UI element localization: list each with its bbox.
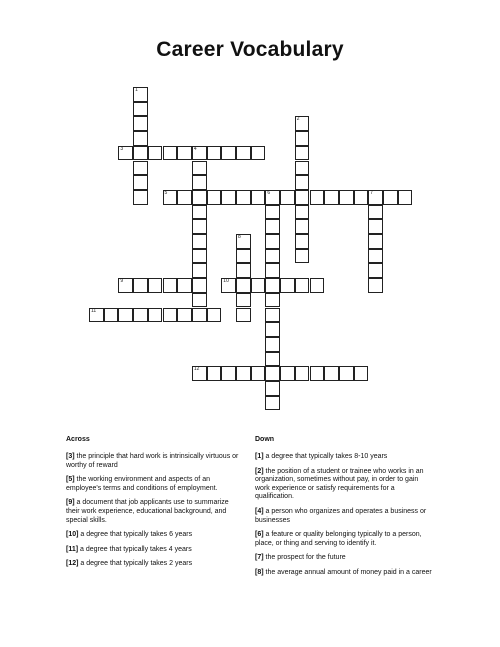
grid-cell[interactable] [265,249,280,264]
clue-text: the principle that hard work is intrinsically virtuous or worthy of reward [66,453,239,469]
grid-cell[interactable] [133,87,148,102]
grid-cell[interactable] [192,234,207,249]
grid-cell[interactable] [133,175,148,190]
grid-cell[interactable] [192,366,207,381]
grid-cell[interactable] [236,278,251,293]
grid-cell[interactable] [163,190,178,205]
grid-cell[interactable] [295,219,310,234]
across-heading: Across [66,436,90,443]
grid-cell[interactable] [207,308,222,323]
clue-number: [9] [66,499,75,507]
grid-cell[interactable] [280,190,295,205]
cell-number: 11 [91,307,97,314]
clue-text: a person who organizes and operates a business or businesses [255,507,427,524]
grid-cell[interactable] [265,381,280,396]
cell-number: 5 [164,189,168,196]
grid-cell[interactable] [295,146,310,161]
grid-cell[interactable] [133,116,148,131]
grid-cell[interactable] [192,146,207,161]
cell-number: 6 [267,189,271,196]
grid-cell[interactable] [265,322,280,337]
clue-number: [3] [66,453,75,460]
grid-cell[interactable] [265,278,280,293]
grid-cell[interactable] [221,190,236,205]
grid-cell[interactable] [89,308,104,323]
clue-text: the prospect for the future [265,554,346,562]
clue-across-10 [66,531,244,540]
grid-cell[interactable] [383,190,398,205]
grid-cell[interactable] [133,102,148,117]
grid-cell[interactable] [295,190,310,205]
grid-cell[interactable] [354,190,369,205]
clue-down-1 [255,453,433,462]
grid-cell[interactable] [295,205,310,220]
grid-cell[interactable] [368,205,383,220]
grid-cell[interactable] [192,293,207,308]
grid-cell[interactable] [368,263,383,278]
grid-cell[interactable] [236,308,251,323]
clue-text: a degree that typically takes 8-10 years [265,453,388,460]
grid-cell[interactable] [221,278,236,293]
grid-cell[interactable] [265,396,280,411]
grid-cell[interactable] [192,190,207,205]
grid-cell[interactable] [163,308,178,323]
grid-cell[interactable] [221,146,236,161]
clue-across-3 [66,453,244,470]
grid-cell[interactable] [163,278,178,293]
grid-cell[interactable] [133,146,148,161]
grid-cell[interactable] [133,131,148,146]
grid-cell[interactable] [310,278,325,293]
grid-cell[interactable] [368,278,383,293]
clue-down-2 [255,468,433,502]
grid-cell[interactable] [339,366,354,381]
grid-cell[interactable] [251,366,266,381]
grid-cell[interactable] [192,263,207,278]
grid-cell[interactable] [192,175,207,190]
grid-cell[interactable] [368,234,383,249]
grid-cell[interactable] [177,278,192,293]
clue-across-9 [66,499,244,525]
grid-cell[interactable] [163,146,178,161]
grid-cell[interactable] [295,131,310,146]
grid-cell[interactable] [310,190,325,205]
grid-cell[interactable] [118,308,133,323]
grid-cell[interactable] [339,190,354,205]
grid-cell[interactable] [251,278,266,293]
clue-down-6 [255,531,433,548]
grid-cell[interactable] [133,190,148,205]
down-clues [255,436,433,584]
grid-cell[interactable] [192,205,207,220]
clue-text: a degree that typically takes 6 years [80,531,193,539]
grid-cell[interactable] [265,337,280,352]
grid-cell[interactable] [148,308,163,323]
grid-cell[interactable] [310,366,325,381]
cell-number: 12 [193,366,200,373]
clue-text: the average annual amount of money paid in a career [265,568,432,576]
page-title: Career Vocabulary [156,38,344,61]
grid-cell[interactable] [236,190,251,205]
grid-cell[interactable] [295,366,310,381]
grid-cell[interactable] [177,190,192,205]
grid-cell[interactable] [280,278,295,293]
grid-cell[interactable] [192,219,207,234]
grid-cell[interactable] [251,190,266,205]
grid-cell[interactable] [295,116,310,131]
grid-cell[interactable] [265,190,280,205]
clue-number: [2] [255,467,264,475]
grid-cell[interactable] [295,175,310,190]
grid-cell[interactable] [265,308,280,323]
clue-text: a degree that typically takes 4 years [80,545,192,553]
grid-cell[interactable] [295,249,310,264]
grid-cell[interactable] [104,308,119,323]
grid-cell[interactable] [221,366,236,381]
grid-cell[interactable] [118,146,133,161]
grid-cell[interactable] [236,234,251,249]
grid-cell[interactable] [236,293,251,308]
grid-cell[interactable] [192,249,207,264]
grid-cell[interactable] [295,278,310,293]
cell-number: 4 [193,145,197,152]
grid-cell[interactable] [148,146,163,161]
grid-cell[interactable] [295,234,310,249]
clue-number: [4] [255,507,264,515]
grid-cell[interactable] [236,146,251,161]
cell-number: 7 [370,189,374,196]
grid-cell[interactable] [295,161,310,176]
grid-cell[interactable] [207,190,222,205]
cell-number: 1 [135,87,138,93]
grid-cell[interactable] [354,366,369,381]
grid-cell[interactable] [251,146,266,161]
grid-cell[interactable] [368,249,383,264]
grid-cell[interactable] [192,308,207,323]
grid-cell[interactable] [368,219,383,234]
clue-down-7 [255,554,433,563]
down-heading: Down [255,436,275,443]
grid-cell[interactable] [177,146,192,161]
grid-cell[interactable] [265,293,280,308]
grid-cell[interactable] [324,366,339,381]
clue-number: [10] [66,531,79,539]
grid-cell[interactable] [207,366,222,381]
grid-cell[interactable] [265,366,280,381]
across-clues [66,436,244,575]
cell-number: 2 [296,116,300,123]
grid-cell[interactable] [207,146,222,161]
grid-cell[interactable] [398,190,413,205]
grid-cell[interactable] [133,161,148,176]
grid-cell[interactable] [236,249,251,264]
clue-down-4 [255,508,433,525]
clue-across-11 [66,546,244,555]
clue-number: [6] [255,531,264,539]
clue-text: a feature or quality belonging typically to a person, place, or thing and serving to identify it. [255,531,422,547]
grid-cell[interactable] [265,352,280,367]
clue-number: [12] [66,560,79,568]
clue-number: [1] [255,453,264,460]
grid-cell[interactable] [265,219,280,234]
grid-cell[interactable] [236,366,251,381]
grid-cell[interactable] [265,234,280,249]
cell-number: 8 [238,234,241,240]
grid-cell[interactable] [133,308,148,323]
grid-cell[interactable] [368,190,383,205]
clue-number: [7] [255,554,264,562]
grid-cell[interactable] [236,263,251,278]
clue-number: [5] [66,476,75,484]
grid-cell[interactable] [148,278,163,293]
clue-number: [11] [66,545,79,553]
grid-cell[interactable] [177,308,192,323]
grid-cell[interactable] [265,263,280,278]
grid-cell[interactable] [265,205,280,220]
cell-number: 9 [120,278,124,285]
grid-cell[interactable] [118,278,133,293]
clue-text: a degree that typically takes 2 years [80,560,193,568]
clue-number: [8] [255,568,264,576]
cell-number: 10 [223,278,229,285]
grid-cell[interactable] [133,278,148,293]
grid-cell[interactable] [280,366,295,381]
grid-cell[interactable] [324,190,339,205]
clue-across-5 [66,476,244,493]
clue-text: a document that job applicants use to summarize their work experience, educational background, and special skills. [66,499,229,524]
clue-text: the position of a student or trainee who works in an organization, sometimes without pay, in order to gain work experience or satisfy requirements for a qualification. [255,467,424,501]
grid-cell[interactable] [192,161,207,176]
cell-number: 3 [120,145,124,152]
grid-cell[interactable] [192,278,207,293]
clue-across-12 [66,560,244,569]
clue-text: the working environment and aspects of an employee's terms and conditions of employment. [66,476,218,492]
clue-down-8 [255,569,433,578]
